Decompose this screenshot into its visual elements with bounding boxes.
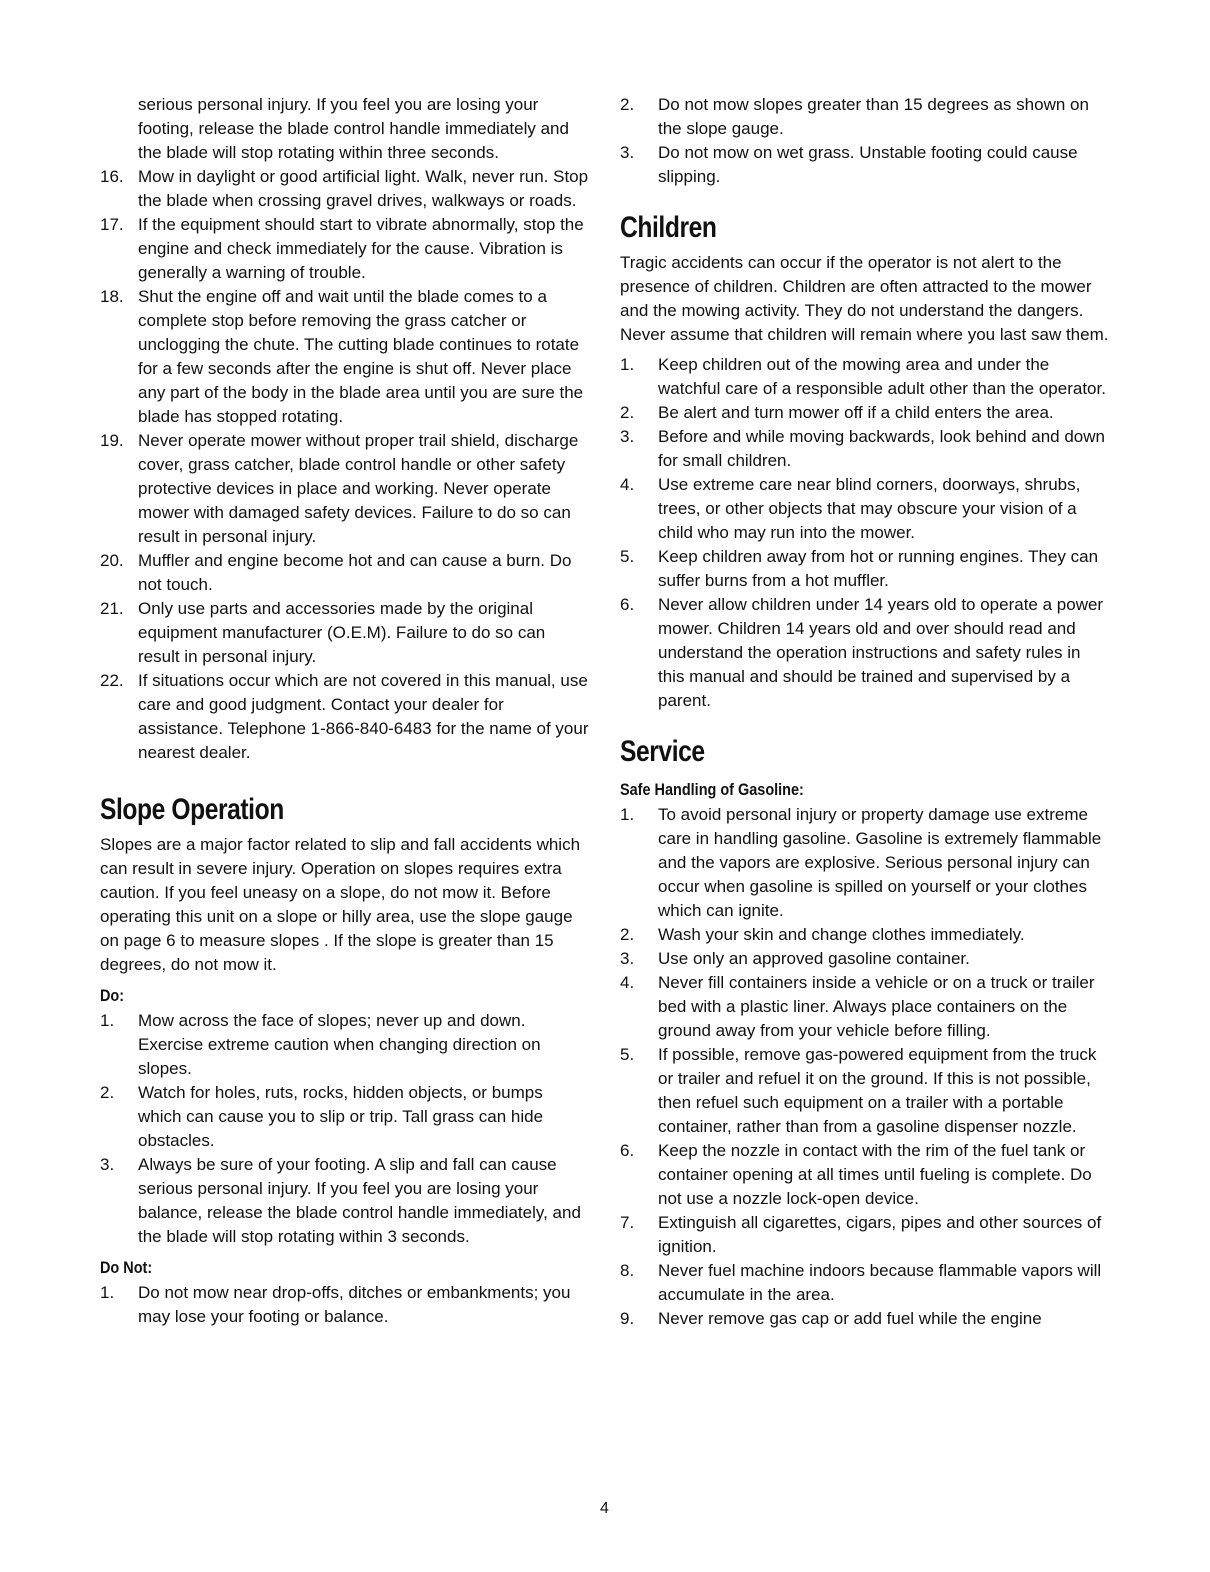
list-item: 3. Do not mow on wet grass. Unstable footing could cause slipping. [620, 143, 1078, 186]
list-item: 6. Keep the nozzle in contact with the rim of the fuel tank or container opening at all times until fueling is complete. Do not use a nozzle lock-open device. [620, 1141, 1092, 1208]
list-item: 19. Never operate mower without proper trail shield, discharge cover, grass catcher, blade control handle or other safety protective devices in place and working. Never operate mower with damaged safety devices. Failure to do so can result in personal injury. [100, 431, 579, 546]
list-item: 1. Keep children out of the mowing area and under the watchful care of a responsible adult other than the operator. [620, 355, 1106, 398]
do-not-list-continued [620, 93, 1110, 189]
list-item: 7. Extinguish all cigarettes, cigars, pipes and other sources of ignition. [620, 1213, 1102, 1256]
children-list [620, 353, 1110, 713]
do-not-heading: Do Not: [100, 1258, 153, 1277]
list-item: 3. Always be sure of your footing. A slip and fall can cause serious personal injury. If you feel you are losing your balance, release the blade control handle immediately, and the blade will stop rotating within 3 seconds. [100, 1155, 581, 1246]
list-item: 18. Shut the engine off and wait until the blade comes to a complete stop before removing the grass catcher or unclogging the chute. The cutting blade continues to rotate for a few seconds after the engine is shut off. Never place any part of the body in the blade area until you are sure the blade has stopped rotating. [100, 287, 584, 426]
list-item: 8. Never fuel machine indoors because flammable vapors will accumulate in the area. [620, 1261, 1102, 1304]
children-heading: Children [620, 211, 717, 244]
right-column [620, 93, 1110, 1331]
list-item: 20. Muffler and engine become hot and can cause a burn. Do not touch. [100, 551, 572, 594]
list-item: 2. Watch for holes, ruts, rocks, hidden objects, or bumps which can cause you to slip or trip. Tall grass can hide obstacles. [100, 1083, 544, 1150]
list-item: 16. Mow in daylight or good artificial light. Walk, never run. Stop the blade when crossing gravel drives, walkways or roads. [100, 167, 589, 210]
slope-operation-heading: Slope Operation [100, 793, 284, 826]
list-item: 5. Keep children away from hot or running engines. They can suffer burns from a hot muffler. [620, 547, 1099, 590]
service-heading: Service [620, 735, 705, 768]
do-heading: Do: [100, 986, 125, 1005]
left-column [100, 93, 590, 1329]
list-item: 6. Never allow children under 14 years old to operate a power mower. Children 14 years old and over should read and understand the operation instructions and safety rules in this manual and should be trained and supervised by a parent. [620, 595, 1104, 710]
slope-intro: Slopes are a major factor related to slip and fall accidents which can result in severe injury. Operation on slopes requires extra caution. If you feel uneasy on a slope, do not mow it. Before operating this unit on a slope or hilly area, use the slope gauge on page 6 to measure slopes . If the slope is greater than 15 degrees, do not mow it. [100, 835, 581, 974]
page-number: 4 [600, 1500, 609, 1517]
continued-paragraph: serious personal injury. If you feel you are losing your footing, release the blade control handle immediately and the blade will stop rotating within three seconds. [138, 95, 569, 162]
list-item: 3. Before and while moving backwards, look behind and down for small children. [620, 427, 1105, 470]
list-item: 3. Use only an approved gasoline container. [620, 949, 970, 968]
gasoline-list [620, 803, 1110, 1331]
list-item: 9. Never remove gas cap or add fuel while the engine [620, 1309, 1042, 1328]
list-item: 2. Do not mow slopes greater than 15 degrees as shown on the slope gauge. [620, 95, 1089, 138]
list-item: 2. Wash your skin and change clothes immediately. [620, 925, 1025, 944]
list-item: 4. Never fill containers inside a vehicle or on a truck or trailer bed with a plastic liner. Always place containers on the ground away from your vehicle before filling. [620, 973, 1095, 1040]
safety-rules-list [100, 165, 590, 765]
list-item: 1. To avoid personal injury or property damage use extreme care in handling gasoline. Gasoline is extremely flammable and the vapors are explosive. Serious personal injury can occur when gasoline is spilled on yourself or your clothes which can ignite. [620, 805, 1102, 920]
list-item: 1. Do not mow near drop-offs, ditches or embankments; you may lose your footing or balance. [100, 1283, 571, 1326]
list-item: 1. Mow across the face of slopes; never up and down. Exercise extreme caution when changing direction on slopes. [100, 1011, 541, 1078]
list-item: 22. If situations occur which are not covered in this manual, use care and good judgment. Contact your dealer for assistance. Telephone 1-866-840-6483 for the name of your nearest dealer. [100, 671, 589, 762]
do-list [100, 1009, 590, 1249]
list-item: 2. Be alert and turn mower off if a child enters the area. [620, 403, 1054, 422]
list-item: 4. Use extreme care near blind corners, doorways, shrubs, trees, or other objects that may obscure your vision of a child who may run into the mower. [620, 475, 1081, 542]
safe-handling-heading: Safe Handling of Gasoline: [620, 780, 804, 799]
list-item: 21. Only use parts and accessories made by the original equipment manufacturer (O.E.M). Failure to do so can result in personal injury. [100, 599, 546, 666]
children-intro: Tragic accidents can occur if the operator is not alert to the presence of children. Children are often attracted to the mower and the mowing activity. They do not understand the dangers. Never assume that children will remain where you last saw them. [620, 253, 1109, 344]
list-item: 5. If possible, remove gas-powered equipment from the truck or trailer and refuel it on the ground. If this is not possible, then refuel such equipment on a trailer with a portable container, rather than from a gasoline dispenser nozzle. [620, 1045, 1097, 1136]
list-item: 17. If the equipment should start to vibrate abnormally, stop the engine and check immediately for the cause. Vibration is generally a warning of trouble. [100, 215, 584, 282]
do-not-list [100, 1281, 590, 1329]
